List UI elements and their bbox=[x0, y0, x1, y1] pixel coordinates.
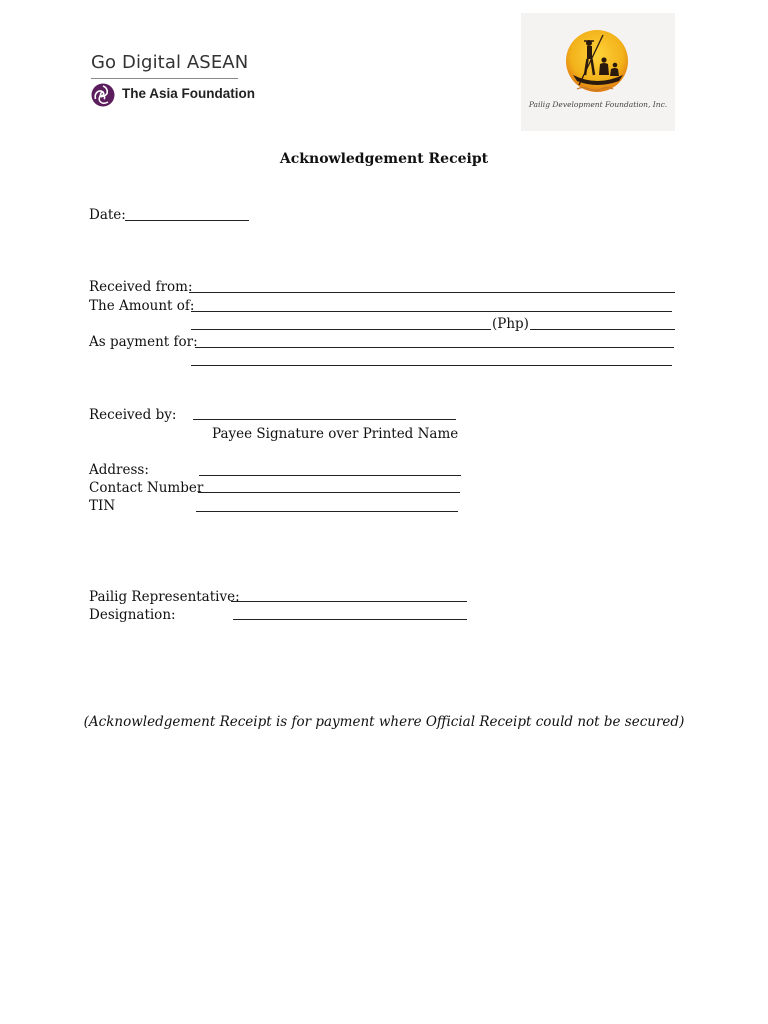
asia-foundation-logo-text: The Asia Foundation bbox=[122, 86, 255, 101]
date-label: Date: bbox=[89, 207, 126, 223]
designation-label: Designation: bbox=[89, 607, 176, 623]
amount-field-line[interactable] bbox=[191, 311, 672, 312]
asia-foundation-logo-icon bbox=[91, 83, 115, 107]
representative-label: Pailig Representative: bbox=[89, 589, 240, 605]
received-from-field-line[interactable] bbox=[189, 292, 675, 293]
payment-for-field-line-2[interactable] bbox=[191, 365, 672, 366]
amount-php-field-line[interactable] bbox=[530, 329, 675, 330]
address-label: Address: bbox=[89, 462, 149, 478]
received-by-label: Received by: bbox=[89, 407, 177, 423]
document-title: Acknowledgement Receipt bbox=[279, 151, 489, 167]
logo-divider bbox=[91, 78, 238, 79]
tin-field-line[interactable] bbox=[196, 511, 458, 512]
currency-label: (Php) bbox=[492, 316, 529, 332]
amount-label: The Amount of: bbox=[89, 298, 195, 314]
pailig-logo-icon bbox=[563, 29, 631, 97]
pailig-logo-text: Pailig Development Foundation, Inc. bbox=[528, 100, 668, 109]
received-by-signature-line[interactable] bbox=[193, 419, 456, 420]
payment-for-field-line[interactable] bbox=[195, 347, 674, 348]
signature-caption: Payee Signature over Printed Name bbox=[212, 426, 459, 442]
contact-number-field-line[interactable] bbox=[198, 492, 460, 493]
contact-number-label: Contact Number bbox=[89, 480, 204, 496]
payment-for-label: As payment for: bbox=[89, 334, 198, 350]
tin-label: TIN bbox=[89, 498, 116, 514]
amount-words-field-line[interactable] bbox=[191, 329, 491, 330]
designation-field-line[interactable] bbox=[233, 619, 467, 620]
address-field-line[interactable] bbox=[199, 475, 461, 476]
footer-note: (Acknowledgement Receipt is for payment where Official Receipt could not be secured) bbox=[83, 714, 685, 730]
received-from-label: Received from: bbox=[89, 279, 193, 295]
date-field-line[interactable] bbox=[125, 220, 249, 221]
representative-field-line[interactable] bbox=[231, 601, 467, 602]
go-digital-asean-logo-text: Go Digital ASEAN bbox=[91, 52, 249, 73]
